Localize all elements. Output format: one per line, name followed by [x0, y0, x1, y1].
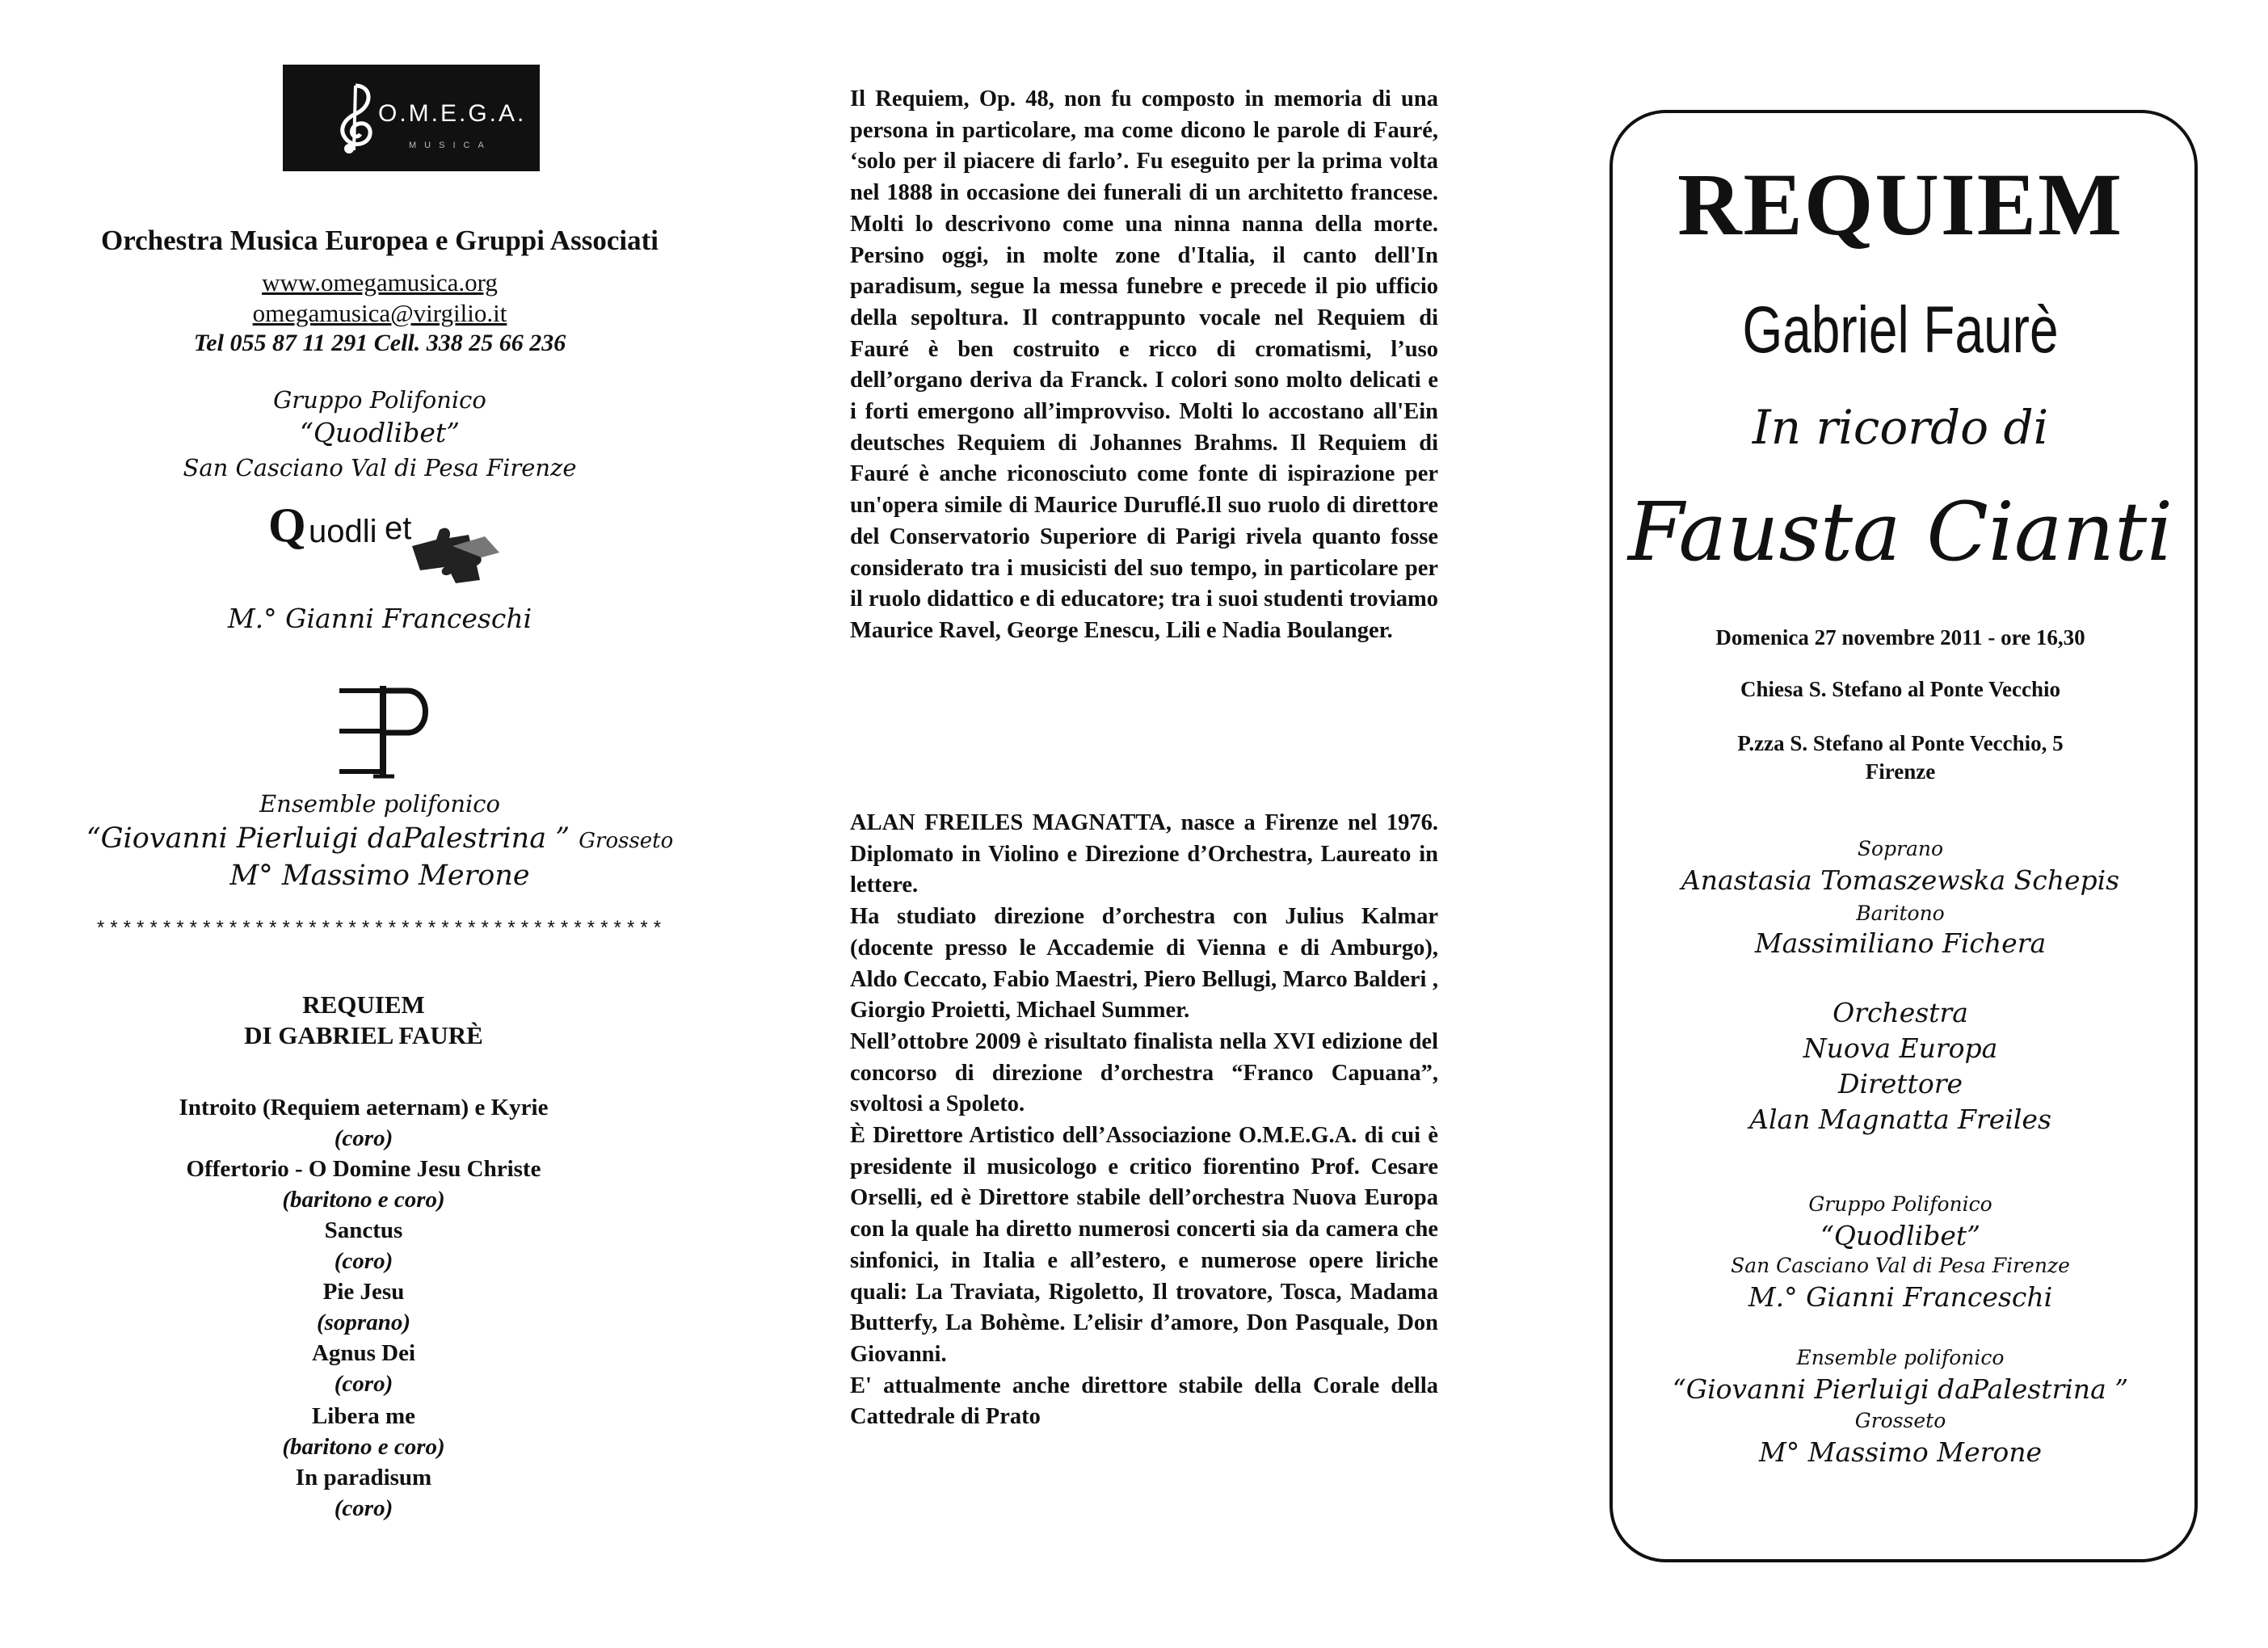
quodlibet-logo: [268, 493, 527, 590]
puzzle-piece-icon: [404, 522, 509, 586]
concert-church: Chiesa S. Stefano al Ponte Vecchio: [1740, 677, 2060, 701]
cover-composer: Gabriel Faurè: [1742, 293, 2059, 367]
star-divider: *******************************************: [95, 919, 665, 941]
ensemble-label: Ensemble polifonico: [259, 790, 501, 818]
concert-date: Domenica 27 novembre 2011 - ore 16,30: [1715, 625, 2085, 650]
ensemble-name-line: [65, 822, 695, 855]
quodlibet-logo-text-end: et: [385, 511, 412, 546]
program-item-voices: (baritono e coro): [282, 1434, 445, 1460]
bio-paragraph: È Direttore Artistico dell’Associazione O.M.E.G.A. di cui è presidente il musicologo e critico fiorentino Prof. Cesare Orselli, ed è Direttore stabile dell’orchestra Nuova Europa con la quale ha diretto numerosi concerti sia da camera che sinfonici, in Italia e all’estero, e numerose opere liriche quali: La Traviata, Rigoletto, Il trovatore, Tosca, Madama Butterfy, La Bohème. L’elisir d’amore, Don Pasquale, Don Giovanni.: [850, 1123, 1438, 1367]
baritone-label: Baritono: [1856, 902, 1945, 925]
conductor-biography: [850, 808, 1438, 1433]
program-item-voices: (coro): [334, 1371, 393, 1397]
ensemble-director: M° Massimo Merone: [1758, 1436, 2043, 1468]
program-title-line-1: REQUIEM: [302, 990, 425, 1019]
orchestra-label: Orchestra: [1832, 997, 1968, 1028]
program-item-voices: (soprano): [316, 1310, 410, 1335]
quodlibet-logo-q: Q: [268, 498, 306, 552]
ensemble-director: M° Massimo Merone: [229, 860, 530, 892]
soprano-name: Anastasia Tomaszewska Schepis: [1681, 864, 2120, 896]
program-item-voices: (coro): [334, 1248, 393, 1274]
bio-paragraph: Nell’ottobre 2009 è risultato finalista nella XVI edizione del concorso di direzione d’orchestra “Franco Capuana”, svoltosi a Spoleto.: [850, 1028, 1438, 1117]
ensemble-ep-logo-icon: [333, 683, 434, 780]
program-item-title: Sanctus: [324, 1217, 403, 1243]
program-item-voices: (coro): [334, 1495, 393, 1521]
quodlibet-name: “Quodlibet”: [1820, 1220, 1981, 1251]
program-item-title: Introito (Requiem aeternam) e Kyrie: [179, 1095, 549, 1120]
program-item-title: Agnus Dei: [311, 1340, 416, 1366]
orchestra-name: Nuova Europa: [1803, 1032, 1998, 1064]
requiem-description-text: Il Requiem, Op. 48, non fu composto in memoria di una persona in particolare, ma come dicono le parole di Fauré, ‘solo per il piacere di farlo’. Fu eseguito per la prima volta nel 1888 in occasione dei funerali di un architetto francese. Molti lo descrivono come una ninna nanna della morte. Persino oggi, in molte zone d'Italia, il canto dell'In paradisum, segue la messa funebre e precede il pio ufficio della sepoltura. Il contrappunto vocale nel Requiem di Fauré è ben costruito e ricco di cromatismi, l’uso dell’organo deriva da Franck. I colori sono molto delicati e i forti emergono all’improvviso. Molti lo accostano all'Ein deutsches Requiem di Johannes Brahms. Il Requiem di Fauré è anche riconosciuto come fonte di ispirazione per un'opera simile di Maurice Duruflé.Il suo ruolo di direttore del Conservatorio Superiore di Parigi rivela quanto fosse considerato tra i musicisti del suo tempo, in particolare per il ruolo didattico e di educatore; tra i suoi studenti troviamo Maurice Ravel, George Enescu, Lili e Nadia Boulanger.: [850, 86, 1438, 643]
bio-paragraph: E' attualmente anche direttore stabile della Corale della Cattedrale di Prato: [850, 1373, 1438, 1430]
program-item-title: Offertorio - O Domine Jesu Christe: [186, 1156, 541, 1182]
organization-name: Orchestra Musica Europea e Gruppi Associati: [101, 225, 659, 256]
requiem-description: [850, 84, 1438, 647]
quodlibet-logo-text: uodli: [309, 514, 377, 549]
dedicatee-name: Fausta Cianti: [1627, 485, 2173, 579]
quodlibet-name: “Quodlibet”: [299, 417, 461, 448]
bio-paragraph: Ha studiato direzione d’orchestra con Julius Kalmar (docente presso le Accademie di Vienna e di Amburgo), Aldo Ceccato, Fabio Maestri, Piero Bellugi, Marco Balderi , Giorgio Proietti, Michael Summer.: [850, 904, 1438, 1024]
program-title-line-2: DI GABRIEL FAURÈ: [244, 1021, 483, 1049]
phone-numbers: Tel 055 87 11 291 Cell. 338 25 66 236: [193, 330, 566, 356]
program-title: [65, 990, 663, 1051]
ensemble-place: Grosseto: [579, 829, 674, 853]
treble-clef-icon: [325, 81, 381, 153]
baritone-name: Massimiliano Fichera: [1754, 927, 2047, 959]
quodlibet-place: San Casciano Val di Pesa Firenze: [183, 454, 577, 481]
program-item-voices: (coro): [334, 1125, 393, 1151]
conductor-label: Direttore: [1837, 1068, 1963, 1099]
soprano-label: Soprano: [1857, 837, 1944, 860]
quodlibet-director: M.° Gianni Franceschi: [1748, 1281, 2053, 1313]
logo-brand: O.M.E.G.A.: [378, 100, 527, 127]
ensemble-place: Grosseto: [1854, 1409, 1946, 1432]
program-item-title: In paradisum: [295, 1465, 432, 1490]
program-item-title: Libera me: [311, 1403, 416, 1429]
website-link[interactable]: www.omegamusica.org: [262, 268, 498, 296]
ensemble-name: “Giovanni Pierluigi daPalestrina ”: [1672, 1373, 2129, 1405]
logo-subtitle: MUSICA: [409, 141, 492, 150]
program-item-voices: (baritono e coro): [282, 1187, 445, 1213]
bio-paragraph: ALAN FREILES MAGNATTA, nasce a Firenze nel 1976. Diplomato in Violino e Direzione d’Orchestra, Laureato in lettere.: [850, 810, 1438, 898]
concert-city: Firenze: [1865, 759, 1936, 784]
quodlibet-label: Gruppo Polifonico: [273, 386, 486, 414]
ensemble-label: Ensemble polifonico: [1796, 1346, 2005, 1369]
quodlibet-director: M.° Gianni Franceschi: [227, 603, 532, 634]
concert-address: P.zza S. Stefano al Ponte Vecchio, 5: [1737, 731, 2064, 755]
email-link[interactable]: omegamusica@virgilio.it: [252, 299, 507, 327]
dedication-label: In ricordo di: [1752, 400, 2049, 455]
cover-title: REQUIEM: [1677, 155, 2123, 254]
quodlibet-label: Gruppo Polifonico: [1808, 1192, 1992, 1216]
conductor-name: Alan Magnatta Freiles: [1749, 1104, 2051, 1135]
program-item-title: Pie Jesu: [322, 1279, 405, 1305]
ensemble-name: “Giovanni Pierluigi daPalestrina ”: [86, 822, 570, 855]
omega-logo: [283, 65, 540, 171]
quodlibet-place: San Casciano Val di Pesa Firenze: [1731, 1254, 2070, 1277]
